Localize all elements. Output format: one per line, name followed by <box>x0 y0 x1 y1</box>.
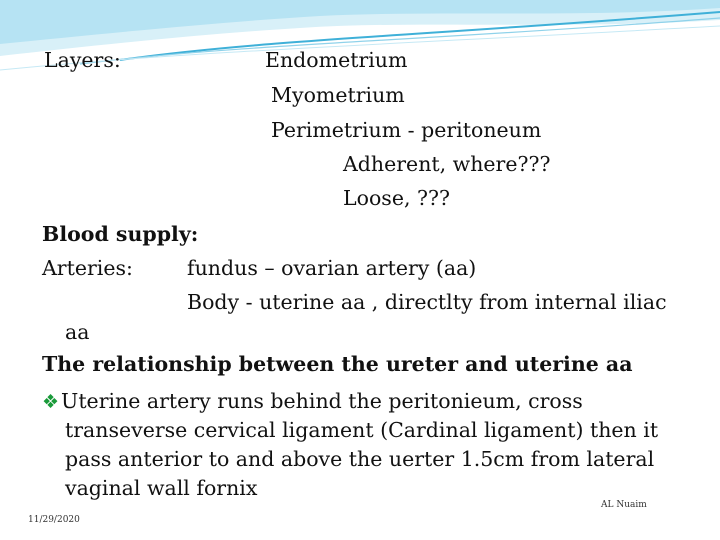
layers-label: Layers: <box>44 48 121 72</box>
sublayer-loose: Loose, ??? <box>343 186 450 210</box>
relationship-heading: The relationship between the ureter and uterine aa <box>42 352 633 376</box>
diamond-bullet-icon: ❖ <box>42 391 60 413</box>
bullet-line-1 <box>42 389 583 414</box>
blood-supply-heading: Blood supply: <box>42 222 199 246</box>
bullet-line-3: pass anterior to and above the uerter 1.5cm from lateral <box>65 447 655 471</box>
artery-body: Body - uterine aa , directlty from internal iliac <box>187 290 667 314</box>
bullet-text-1: Uterine artery runs behind the peritonieum, cross <box>61 389 583 413</box>
artery-wrap: aa <box>65 320 90 344</box>
footer-date: 11/29/2020 <box>28 515 80 525</box>
arteries-label: Arteries: <box>42 256 133 280</box>
layer-myometrium: Myometrium <box>271 83 405 107</box>
sublayer-adherent: Adherent, where??? <box>343 152 551 176</box>
bullet-line-4: vaginal wall fornix <box>65 476 258 500</box>
footer-author: AL Nuaim <box>601 500 647 510</box>
header-swoosh-decoration <box>0 0 720 90</box>
layer-perimetrium: Perimetrium - peritoneum <box>271 118 542 142</box>
layer-endometrium: Endometrium <box>265 48 408 72</box>
artery-fundus: fundus – ovarian artery (aa) <box>187 256 477 280</box>
bullet-line-2: transeverse cervical ligament (Cardinal ligament) then it <box>65 418 659 442</box>
